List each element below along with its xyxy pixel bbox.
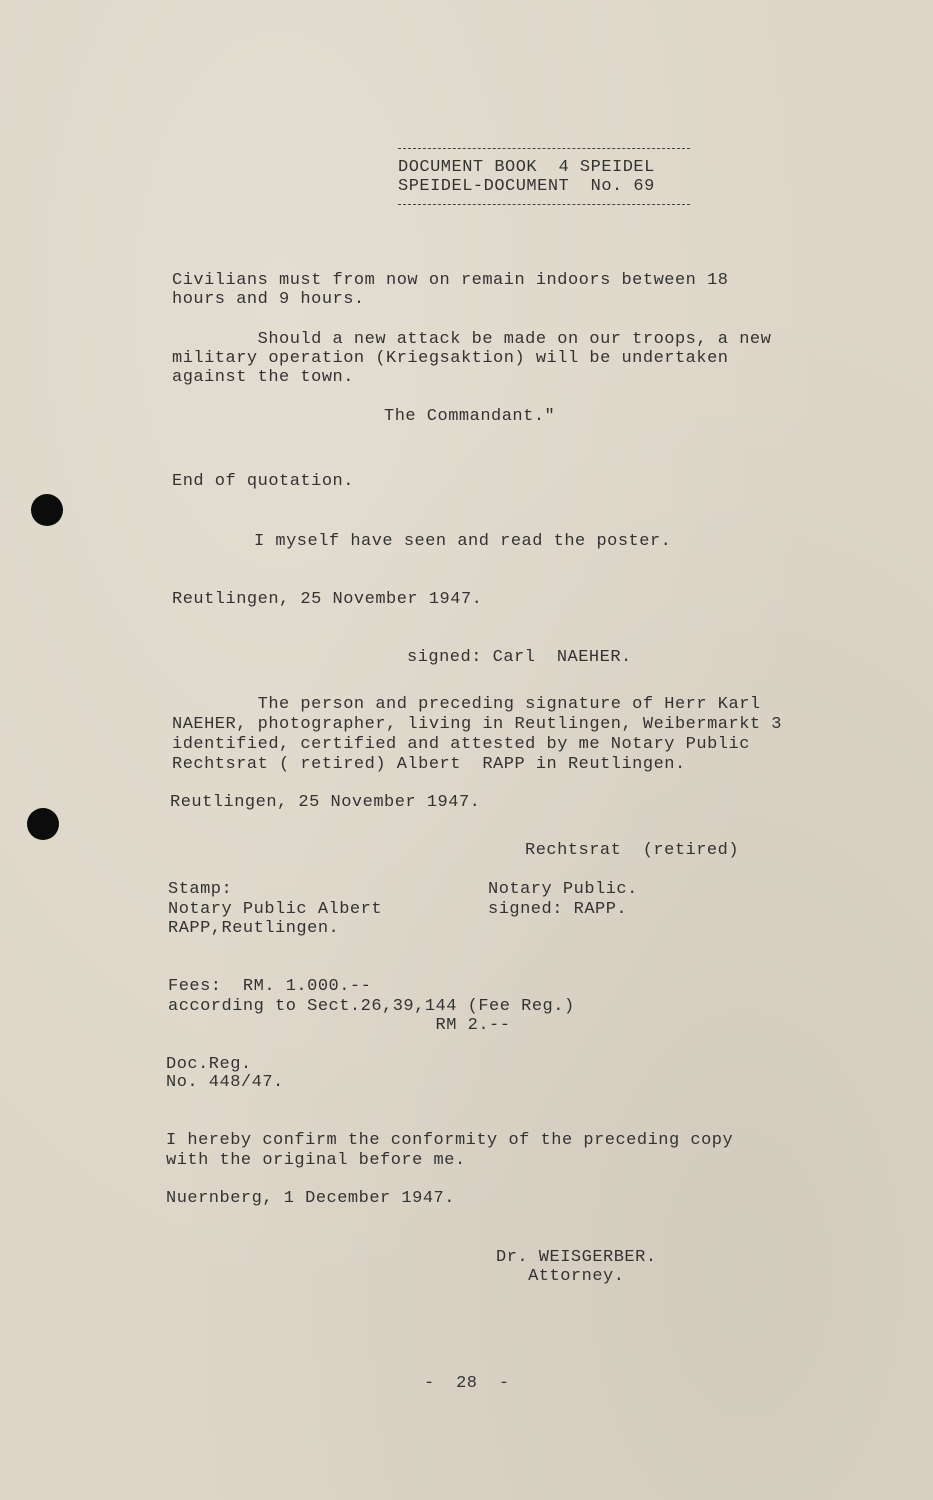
- place-date-3: Nuernberg, 1 December 1947.: [166, 1189, 455, 1208]
- stamp-2: Notary Public Albert: [168, 900, 383, 919]
- attestation-1: The person and preceding signature of Herr Karl: [172, 695, 761, 714]
- attestation-3: identified, certified and attested by me Notary Public: [172, 735, 750, 754]
- docreg-1: Doc.Reg.: [166, 1055, 252, 1074]
- paragraph-curfew-1: Civilians must from now on remain indoors between 18: [172, 271, 729, 290]
- notary-2: signed: RAPP.: [488, 900, 628, 919]
- punch-hole-top: [31, 494, 63, 526]
- rechtsrat-line: Rechtsrat (retired): [525, 841, 740, 860]
- seen-poster-line: I myself have seen and read the poster.: [254, 532, 672, 551]
- signed-naeher: signed: Carl NAEHER.: [407, 648, 632, 667]
- header-rule-bottom: [398, 204, 690, 205]
- paragraph-curfew-2: hours and 9 hours.: [172, 290, 365, 309]
- place-date-2: Reutlingen, 25 November 1947.: [170, 793, 481, 812]
- header-line-1: DOCUMENT BOOK 4 SPEIDEL: [398, 158, 655, 177]
- stamp-1: Stamp:: [168, 880, 233, 899]
- header-rule-top: [398, 148, 690, 149]
- confirm-1: I hereby confirm the conformity of the preceding copy: [166, 1131, 734, 1150]
- signature-name: Dr. WEISGERBER.: [496, 1248, 657, 1267]
- signature-title: Attorney.: [496, 1267, 625, 1286]
- end-of-quotation: End of quotation.: [172, 472, 354, 491]
- page-number: - 28 -: [424, 1374, 510, 1393]
- paragraph-attack-2: military operation (Kriegsaktion) will be undertaken: [172, 349, 729, 368]
- attestation-4: Rechtsrat ( retired) Albert RAPP in Reutlingen.: [172, 755, 686, 774]
- docreg-2: No. 448/47.: [166, 1073, 284, 1092]
- paragraph-attack-1: Should a new attack be made on our troops, a new: [172, 330, 772, 349]
- header-line-2: SPEIDEL-DOCUMENT No. 69: [398, 177, 655, 196]
- punch-hole-bottom: [27, 808, 59, 840]
- fees-2: according to Sect.26,39,144 (Fee Reg.): [168, 997, 575, 1016]
- fees-3: RM 2.--: [168, 1016, 511, 1035]
- place-date-1: Reutlingen, 25 November 1947.: [172, 590, 483, 609]
- paragraph-attack-3: against the town.: [172, 368, 354, 387]
- stamp-3: RAPP,Reutlingen.: [168, 919, 340, 938]
- commandant-line: The Commandant.": [384, 407, 556, 426]
- confirm-2: with the original before me.: [166, 1151, 466, 1170]
- fees-1: Fees: RM. 1.000.--: [168, 977, 372, 996]
- notary-1: Notary Public.: [488, 880, 638, 899]
- attestation-2: NAEHER, photographer, living in Reutlingen, Weibermarkt 3: [172, 715, 782, 734]
